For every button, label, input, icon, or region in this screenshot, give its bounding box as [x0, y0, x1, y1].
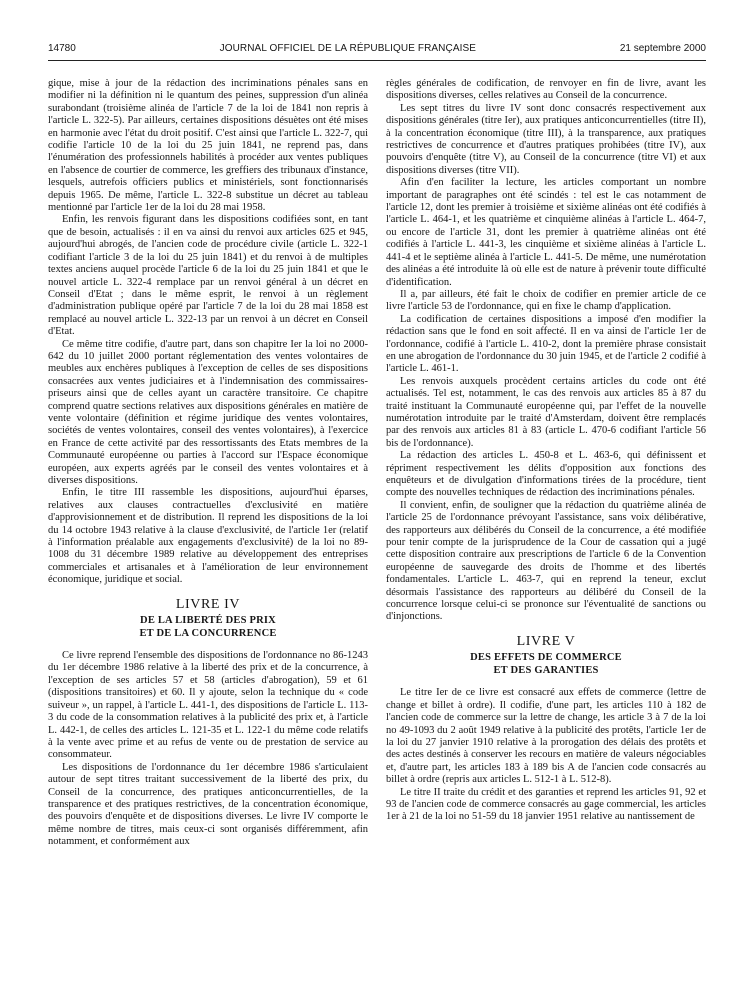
paragraph: règles générales de codification, de renvoyer en fin de livre, avant les dispositions diverses, celles relatives au Conseil de la concurrence. [386, 78, 706, 102]
livre-iv-subtitle-line: DE LA LIBERTÉ DES PRIX [140, 615, 276, 627]
text-columns [48, 78, 706, 982]
livre-v-heading: LIVRE V [516, 633, 576, 649]
header-rule [48, 60, 706, 61]
paragraph: Les renvois auxquels procèdent certains articles du code ont été actualisés. Tel est, notamment, le cas des renvois aux articles 85 à 87 du traité instituant la Communauté européenne qui, par l'effet de la nouvelle numérotation introduite par le traité d'Amsterdam, doivent être remplacés par des renvois aux articles 81 à 83 (article L. 470-6 codifiant l'article 56 bis de l'ordonnance). [386, 375, 706, 449]
paragraph: Ce livre reprend l'ensemble des dispositions de l'ordonnance no 86-1243 du 1er décembre 1986 relative à la liberté des prix et de la concurrence, à l'exception de ses articles 57 et 58 (articles d'abrogation), 59 et 61 (dispositions transitoires) et 60. Il y ajoute, selon la technique du « code suiveur », un rappel, à l'article L. 441-1, des dispositions de l'article L. 113-3 du code de la consommation relatives à la publicité des prix et, à l'article L. 442-1, de celles des articles L. 121-35 et L. 122-1 du même code relatifs à la vente avec prime et au refus de vente ou de prestation de service au consommateur. [48, 650, 368, 761]
paragraph: Les sept titres du livre IV sont donc consacrés respectivement aux dispositions générales (titre Ier), aux pratiques anticoncurrentielles (titre II), à la concentration économique (titre III), à la transparence, aux pratiques restrictives de concurrence et d'autres pratiques prohibées (titre IV), aux pouvoirs d'enquête (titre V), au Conseil de la concurrence (titre VI) et aux dispositions diverses (titre VII). [386, 102, 706, 176]
livre-v-subtitle [386, 652, 706, 677]
paragraph: gique, mise à jour de la rédaction des incriminations pénales sans en modifier ni la définition ni le quantum des peines, suppression d'un alinéa surabondant (troisième alinéa de l'article 7 de la loi de 1841 non repris à l'article L. 322-5). Par ailleurs, certaines dispositions désuètes ont été mises en harmonie avec l'état du droit positif. C'est ainsi que l'article L. 322-7, qui codifie l'article 10 de la loi du 25 juin 1841, ne reprend pas, dans l'énumération des professionnels habilités à procéder aux ventes publiques en l'absence de courtier de commerce, les greffiers des tribunaux d'instance, lesquels, autrefois officiers publics et ministériels, sont fonctionnarisés depuis 1965. De même, l'article L. 322-8 substitue un décret au tableau mentionné par l'article 1er de la loi du 28 mai 1958. [48, 78, 368, 214]
paragraph: Le titre II traite du crédit et des garanties et reprend les articles 91, 92 et 93 de l'ancien code de commerce consacrés au gage commercial, les articles 1er à 21 de la loi no 51-59 du 18 janvier 1951 relative au nantissement de [386, 786, 706, 823]
paragraph: Afin d'en faciliter la lecture, les articles comportant un nombre important de paragraphes ont été scindés : tel est le cas notamment de l'article 12, dont les premier à troisième et sixième alinéas ont été codifiés à l'article L. 464-1, et les quatrième et cinquième alinéas à l'article L. 464-7, ou encore de l'article 31, dont les premier à quatrième alinéas ont été codifiés à l'article L. 441-3, les cinquième et sixième alinéas à l'article L. 441-4 et le septième alinéa à l'article L. 441-5. De même, une numérotation des alinéas a été introduite là où elle est de nature à prévenir toute difficulté d'identification. [386, 177, 706, 288]
livre-iv-subtitle [48, 615, 368, 640]
paragraph: Il convient, enfin, de souligner que la rédaction du quatrième alinéa de l'article 25 de l'ordonnance prévoyant l'assistance, sans voix délibérative, des rapporteurs aux délibérés du Conseil de la concurrence, a été modifiée pour tenir compte de la jurisprudence de la Cour de cassation qui a jugé cette disposition contraire aux prescriptions de l'article 6 de la Convention européenne de sauvegarde des droits de l'homme et des libertés fondamentales. L'article L. 463-7, qui en reprend la teneur, exclut désormais l'assistance des rapporteurs au délibéré du Conseil de la concurrence lorsque celui-ci se prononce sur l'éventualité de sanctions ou d'injonctions. [386, 499, 706, 623]
livre-v-subtitle-line: ET DES GARANTIES [493, 664, 599, 676]
journal-title: JOURNAL OFFICIEL DE LA RÉPUBLIQUE FRANÇAISE [219, 42, 477, 54]
paragraph: La rédaction des articles L. 450-8 et L. 463-6, qui définissent et répriment respectivement les délits d'opposition aux fonctions des enquêteurs et de divulgation d'informations tirées de la procédure, tient compte des nouvelles techniques de rédaction des incriminations pénales. [386, 450, 706, 499]
paragraph: Les dispositions de l'ordonnance du 1er décembre 1986 s'articulaient autour de sept titres traitant successivement de la liberté des prix, du Conseil de la concurrence, des pratiques anticoncurrentielles, de la transparence et des pratiques restrictives, de la concentration économique, des pouvoirs d'enquête et de dispositions diverses. Le livre IV comporte le même nombre de titres, mais ceux-ci sont organisés différemment, afin notamment, et conformément aux [48, 761, 368, 848]
page-header [48, 40, 706, 56]
livre-iv-subtitle-line: ET DE LA CONCURRENCE [139, 627, 277, 639]
livre-v-subtitle-line: DES EFFETS DE COMMERCE [470, 652, 622, 664]
paragraph: Enfin, le titre III rassemble les dispositions, aujourd'hui éparses, relatives aux clauses contractuelles d'exclusivité en matière d'approvisionnement et de distribution. Il reprend les dispositions de la loi du 14 octobre 1943 relative à la clause d'exclusivité, de l'article 1er (relatif à l'information préalable aux engagements d'exclusivité) de la loi no 89-1008 du 31 décembre 1989 relative au développement des entreprises commerciales et artisanales et à l'amélioration de leur environnement économique, juridique et social. [48, 487, 368, 586]
page-number: 14780 [48, 42, 76, 54]
right-column [386, 78, 706, 982]
publication-date: 21 septembre 2000 [619, 42, 706, 54]
paragraph: Enfin, les renvois figurant dans les dispositions codifiées sont, en tant que de besoin, actualisés : il en va ainsi du renvoi aux articles 625 et 945, aujourd'hui abrogés, de l'ancien code de procédure civile (article L. 322-1 codifiant l'article 3 de la loi du 25 juin 1841) et du renvoi à de multiples textes anciens auquel procède l'article 6 de la loi du 25 juin 1841 et que le nouvel article L. 322-4 remplace par un renvoi général à un décret en Conseil d'Etat ; dans le même esprit, le renvoi à un règlement d'administration publique opéré par l'article 7 de la loi du 28 mai 1858 est remplacé au nouvel article L. 322-13 par un renvoi à un décret en Conseil d'Etat. [48, 214, 368, 338]
paragraph: Le titre Ier de ce livre est consacré aux effets de commerce (lettre de change et billet à ordre). Il codifie, d'une part, les articles 110 à 182 de l'ancien code de commerce sur la lettre de change, les article 3 à 7 de la loi no 49-1093 du 2 août 1949 relative à la publicité des protêts, l'article 1er de la loi du 27 janvier 1910 relative à la prorogation des délais des protêts et des actes destinés à conserver les recours en matière de valeurs négociables et, d'autre part, les articles 183 à 189 bis A de l'ancien code consacrés au billet à ordre (repris aux articles L. 512-1 à L. 512-8). [386, 687, 706, 786]
paragraph: La codification de certaines dispositions a imposé d'en modifier la rédaction sans que le fond en soit affecté. Il en va ainsi de l'article 1er de l'ordonnance, codifié à l'article L. 410-2, dont la première phrase consistait en une abrogation de l'ordonnance du 30 juin 1945, et de l'article 2 codifié à l'article L. 461-1. [386, 313, 706, 375]
livre-iv-heading: LIVRE IV [175, 596, 241, 612]
paragraph: Il a, par ailleurs, été fait le choix de codifier en premier article de ce livre l'article 53 de l'ordonnance, qui en fixe le champ d'application. [386, 288, 706, 313]
left-column [48, 78, 368, 982]
paragraph: Ce même titre codifie, d'autre part, dans son chapitre Ier la loi no 2000-642 du 10 juillet 2000 portant réglementation des ventes volontaires de meubles aux enchères publiques à l'exception de celles de ses dispositions consacrées aux ventes judiciaires et à l'indemnisation des commissaires-priseurs ainsi que de celles ayant un caractère transitoire. Ce chapitre comprend quatre sections relatives aux dispositions générales en matière de vente volontaire (définition et régime juridique des ventes volontaires, sociétés de ventes volontaires, conseil des ventes volontaires), à l'exercice en France de cette activité par des ressortissants des Etats membres de la Communauté européenne ou parties à l'accord sur l'Espace économique européen, aux experts agréés par le conseil des ventes volontaires et à diverses dispositions. [48, 338, 368, 486]
